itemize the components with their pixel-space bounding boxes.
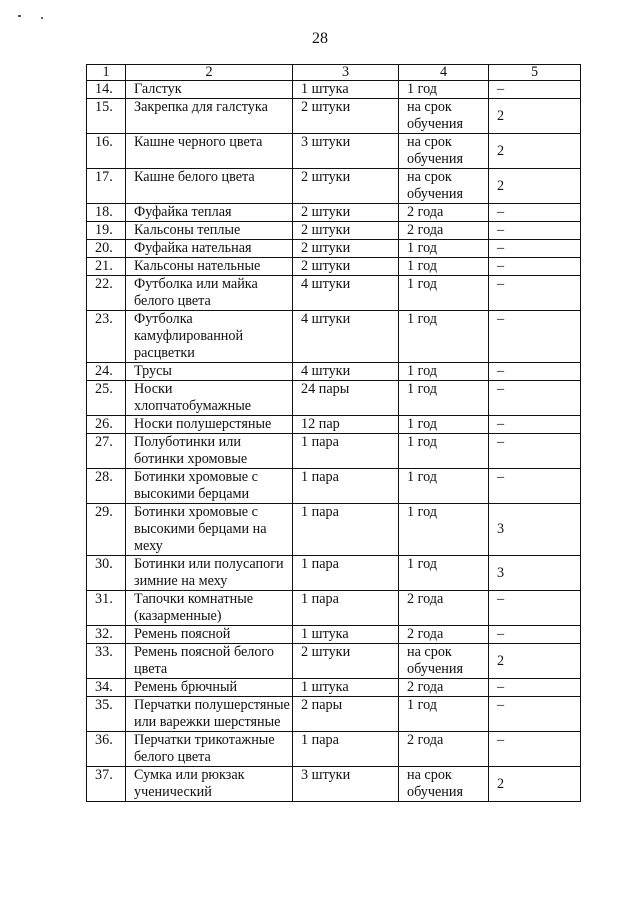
column-header: 2	[126, 65, 293, 81]
table-row	[87, 469, 581, 504]
table-body	[87, 81, 581, 802]
row-number: 37.	[87, 767, 126, 802]
item-quantity: 2 штуки	[293, 169, 399, 204]
item-term: на срок обучения	[399, 99, 489, 134]
table-row	[87, 276, 581, 311]
row-number: 34.	[87, 679, 126, 697]
row-number: 24.	[87, 363, 126, 381]
item-term: 2 года	[399, 679, 489, 697]
item-term: 1 год	[399, 469, 489, 504]
row-number: 28.	[87, 469, 126, 504]
item-note: –	[489, 591, 581, 626]
item-quantity: 1 штука	[293, 626, 399, 644]
item-name: Полуботинки или ботинки хромовые	[126, 434, 293, 469]
table-row	[87, 732, 581, 767]
item-term: на срок обучения	[399, 134, 489, 169]
column-header: 5	[489, 65, 581, 81]
item-term: 1 год	[399, 240, 489, 258]
item-name: Носки полушерстяные	[126, 416, 293, 434]
item-quantity: 1 пара	[293, 556, 399, 591]
table-row	[87, 258, 581, 276]
item-term: 1 год	[399, 381, 489, 416]
item-name: Футболка камуфлированной расцветки	[126, 311, 293, 363]
item-quantity: 2 штуки	[293, 99, 399, 134]
item-note: 3	[489, 504, 581, 556]
item-name: Футболка или майка белого цвета	[126, 276, 293, 311]
table-row	[87, 99, 581, 134]
item-note: 2	[489, 644, 581, 679]
table-header-row	[87, 65, 581, 81]
item-note: –	[489, 81, 581, 99]
row-number: 27.	[87, 434, 126, 469]
item-term: 1 год	[399, 276, 489, 311]
item-note: –	[489, 222, 581, 240]
table-row	[87, 381, 581, 416]
item-note: –	[489, 697, 581, 732]
row-number: 33.	[87, 644, 126, 679]
item-name: Носки хлопчатобумажные	[126, 381, 293, 416]
item-name: Тапочки комнатные (казарменные)	[126, 591, 293, 626]
item-term: на срок обучения	[399, 169, 489, 204]
item-quantity: 2 штуки	[293, 222, 399, 240]
item-term: 1 год	[399, 556, 489, 591]
item-term: 1 год	[399, 504, 489, 556]
item-note: –	[489, 363, 581, 381]
row-number: 29.	[87, 504, 126, 556]
item-term: 2 года	[399, 591, 489, 626]
item-term: 2 года	[399, 222, 489, 240]
item-note: –	[489, 626, 581, 644]
row-number: 17.	[87, 169, 126, 204]
item-quantity: 2 штуки	[293, 644, 399, 679]
item-name: Сумка или рюкзак ученический	[126, 767, 293, 802]
table-row	[87, 626, 581, 644]
item-quantity: 3 штуки	[293, 134, 399, 169]
item-note: –	[489, 416, 581, 434]
item-name: Ботинки хромовые с высокими берцами на меху	[126, 504, 293, 556]
item-name: Перчатки трикотажные белого цвета	[126, 732, 293, 767]
table-row	[87, 240, 581, 258]
item-term: 2 года	[399, 732, 489, 767]
item-term: 2 года	[399, 204, 489, 222]
item-quantity: 1 штука	[293, 81, 399, 99]
item-quantity: 4 штуки	[293, 311, 399, 363]
item-term: 1 год	[399, 416, 489, 434]
row-number: 15.	[87, 99, 126, 134]
item-name: Трусы	[126, 363, 293, 381]
table-row	[87, 644, 581, 679]
item-name: Фуфайка теплая	[126, 204, 293, 222]
row-number: 21.	[87, 258, 126, 276]
item-term: 1 год	[399, 258, 489, 276]
scan-artifact	[18, 15, 21, 17]
row-number: 16.	[87, 134, 126, 169]
item-quantity: 1 пара	[293, 504, 399, 556]
table-row	[87, 434, 581, 469]
item-name: Кальсоны нательные	[126, 258, 293, 276]
item-quantity: 1 штука	[293, 679, 399, 697]
item-name: Кальсоны теплые	[126, 222, 293, 240]
item-note: 2	[489, 99, 581, 134]
item-quantity: 3 штуки	[293, 767, 399, 802]
item-quantity: 1 пара	[293, 591, 399, 626]
row-number: 14.	[87, 81, 126, 99]
item-note: –	[489, 381, 581, 416]
item-quantity: 2 штуки	[293, 258, 399, 276]
table-row	[87, 767, 581, 802]
row-number: 22.	[87, 276, 126, 311]
item-term: 1 год	[399, 81, 489, 99]
row-number: 26.	[87, 416, 126, 434]
table-row	[87, 697, 581, 732]
scan-artifact	[41, 17, 43, 19]
item-term: на срок обучения	[399, 644, 489, 679]
item-name: Ремень поясной	[126, 626, 293, 644]
row-number: 36.	[87, 732, 126, 767]
item-term: на срок обучения	[399, 767, 489, 802]
page-number: 28	[312, 30, 328, 47]
items-table	[86, 64, 581, 802]
item-note: –	[489, 258, 581, 276]
item-quantity: 4 штуки	[293, 363, 399, 381]
item-term: 1 год	[399, 697, 489, 732]
table-row	[87, 591, 581, 626]
item-quantity: 12 пар	[293, 416, 399, 434]
item-note: –	[489, 679, 581, 697]
item-name: Кашне белого цвета	[126, 169, 293, 204]
item-note: –	[489, 434, 581, 469]
item-name: Закрепка для галстука	[126, 99, 293, 134]
item-term: 1 год	[399, 311, 489, 363]
row-number: 32.	[87, 626, 126, 644]
item-name: Ремень поясной белого цвета	[126, 644, 293, 679]
table-row	[87, 363, 581, 381]
item-name: Фуфайка нательная	[126, 240, 293, 258]
item-quantity: 2 штуки	[293, 240, 399, 258]
item-note: –	[489, 240, 581, 258]
table-row	[87, 504, 581, 556]
item-note: –	[489, 469, 581, 504]
item-note: 2	[489, 134, 581, 169]
row-number: 30.	[87, 556, 126, 591]
column-header: 1	[87, 65, 126, 81]
table-row	[87, 311, 581, 363]
item-term: 1 год	[399, 434, 489, 469]
item-quantity: 2 штуки	[293, 204, 399, 222]
item-note: –	[489, 204, 581, 222]
item-name: Ботинки хромовые с высокими берцами	[126, 469, 293, 504]
column-header: 4	[399, 65, 489, 81]
table-row	[87, 416, 581, 434]
item-note: 2	[489, 767, 581, 802]
row-number: 20.	[87, 240, 126, 258]
item-note: –	[489, 311, 581, 363]
item-note: 3	[489, 556, 581, 591]
table-row	[87, 222, 581, 240]
item-name: Галстук	[126, 81, 293, 99]
table-row	[87, 204, 581, 222]
row-number: 31.	[87, 591, 126, 626]
item-note: –	[489, 276, 581, 311]
item-quantity: 4 штуки	[293, 276, 399, 311]
row-number: 25.	[87, 381, 126, 416]
row-number: 35.	[87, 697, 126, 732]
table-row	[87, 679, 581, 697]
table-row	[87, 169, 581, 204]
row-number: 23.	[87, 311, 126, 363]
row-number: 18.	[87, 204, 126, 222]
item-quantity: 1 пара	[293, 732, 399, 767]
column-header: 3	[293, 65, 399, 81]
item-note: 2	[489, 169, 581, 204]
item-quantity: 1 пара	[293, 469, 399, 504]
item-quantity: 2 пары	[293, 697, 399, 732]
table-row	[87, 134, 581, 169]
table-row	[87, 556, 581, 591]
item-name: Ремень брючный	[126, 679, 293, 697]
item-name: Кашне черного цвета	[126, 134, 293, 169]
item-name: Ботинки или полусапоги зимние на меху	[126, 556, 293, 591]
row-number: 19.	[87, 222, 126, 240]
item-name: Перчатки полушерстяные или варежки шерстяные	[126, 697, 293, 732]
item-term: 1 год	[399, 363, 489, 381]
table-row	[87, 81, 581, 99]
item-quantity: 24 пары	[293, 381, 399, 416]
item-quantity: 1 пара	[293, 434, 399, 469]
item-term: 2 года	[399, 626, 489, 644]
item-note: –	[489, 732, 581, 767]
